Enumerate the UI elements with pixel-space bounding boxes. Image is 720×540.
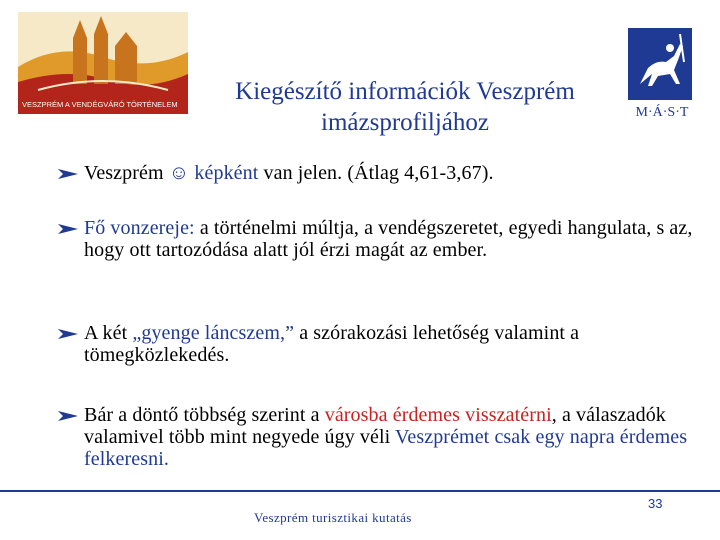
mast-logo-graphic xyxy=(626,26,698,122)
slide-title-line-1: Kiegészítő információk Veszprém xyxy=(235,78,575,105)
bullet-text xyxy=(84,404,694,470)
footer-divider xyxy=(0,490,720,492)
mast-logo xyxy=(626,26,698,122)
veszprem-logo xyxy=(18,12,188,114)
bullet-4-part-2: városba érdemes visszatérni xyxy=(324,404,552,426)
mast-logo-text: M·Á·S·T xyxy=(635,105,689,120)
slide-title-line-2: imázsprofiljához xyxy=(321,109,489,136)
bullet-item xyxy=(58,162,694,184)
veszprem-logo-graphic xyxy=(18,12,188,114)
footer-text: Veszprém turisztikai kutatás xyxy=(254,510,412,525)
smiley-icon: ☺ xyxy=(168,162,195,184)
bullet-item xyxy=(58,404,694,470)
bullet-3-part-1: A két xyxy=(84,322,133,344)
bullet-1-part-3: képként xyxy=(194,162,259,184)
bullet-2-part-1: Fő vonzereje: xyxy=(84,217,195,239)
arrow-bullet-icon xyxy=(58,410,78,422)
bullet-3-part-3: a szórakozási lehetőség valamint a tömegközlekedés. xyxy=(84,322,580,366)
page-number: 33 xyxy=(648,496,663,511)
bullet-item xyxy=(58,322,694,366)
bullet-text xyxy=(84,162,694,184)
arrow-bullet-icon xyxy=(58,223,78,235)
arrow-bullet-icon xyxy=(58,168,78,180)
bullet-text xyxy=(84,217,694,261)
bullet-1-part-1: Veszprém xyxy=(84,162,169,184)
bullet-2-part-2: a történelmi múltja, a vendégszeretet, egyedi hangulata, s az, hogy ott tartozódása alatt jól érzi magát az ember. xyxy=(84,217,693,261)
arrow-bullet-icon xyxy=(58,328,78,340)
slide-title xyxy=(190,76,620,138)
bullet-3-part-2: „gyenge láncszem,” xyxy=(132,322,295,344)
bullet-1-part-4: van jelen. (Átlag 4,61-3,67). xyxy=(258,162,494,184)
bullet-text xyxy=(84,322,694,366)
bullet-4-part-1: Bár a döntő többség szerint a xyxy=(84,404,325,426)
bullet-4-part-4: Veszprémet csak egy napra érdemes felkeresni. xyxy=(84,426,688,470)
bullet-4-part-3: , a válaszadók valamivel több mint negyede úgy véli xyxy=(84,404,666,448)
logo-left-text: VESZPRÉM A VENDÉGVÁRÓ TÖRTÉNELEM xyxy=(22,100,178,109)
bullet-item xyxy=(58,217,694,261)
